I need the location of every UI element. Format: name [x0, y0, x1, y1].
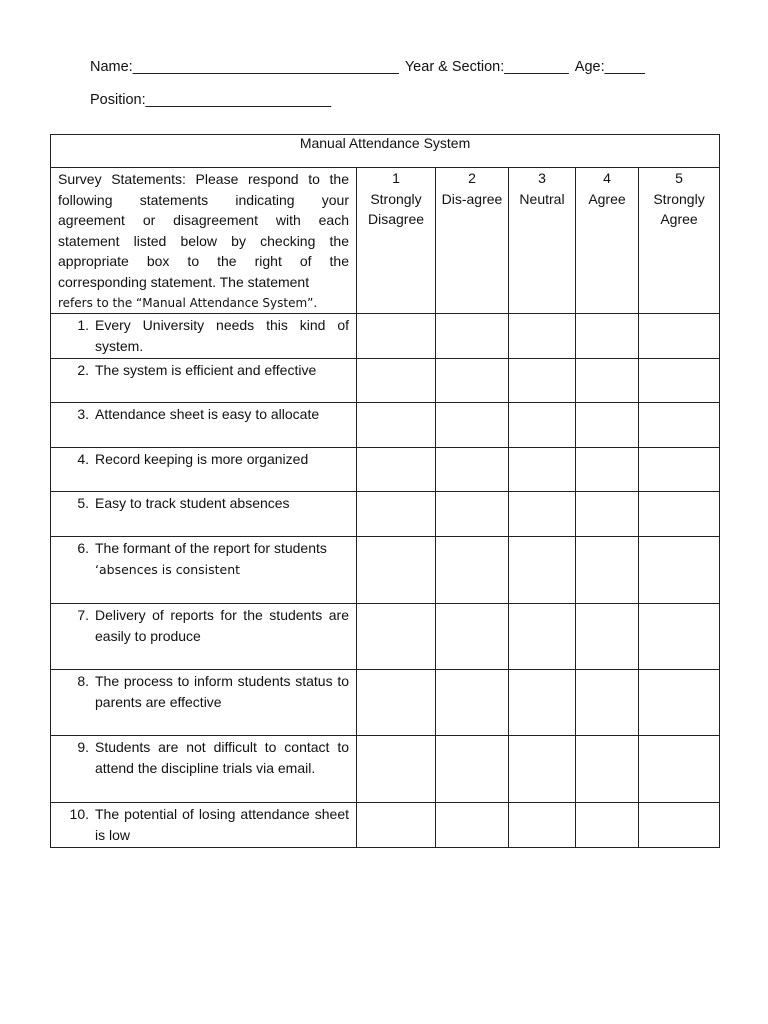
statement-row — [51, 358, 720, 402]
statement-text: Attendance sheet is easy to allocate — [95, 405, 320, 422]
statement-row — [51, 491, 720, 536]
statement-row — [51, 735, 720, 802]
position-line — [90, 92, 331, 108]
statement-row — [51, 402, 720, 447]
rating-checkbox-5[interactable] — [639, 447, 720, 491]
rating-checkbox-4[interactable] — [576, 402, 639, 447]
statement-cell — [51, 802, 357, 847]
instructions-last-line: refers to the “Manual Attendance System”. — [58, 295, 318, 310]
scale-number: 2 — [468, 170, 476, 186]
statement — [51, 736, 356, 779]
statement-cell — [51, 402, 357, 447]
survey-table — [50, 134, 720, 848]
statement-text: The process to inform students status to parents are effective — [95, 672, 349, 710]
statement-text-wrap — [95, 360, 349, 381]
statement-cell — [51, 491, 357, 536]
statement-text-continued: ‘absences is consistent — [95, 561, 241, 577]
rating-checkbox-4[interactable] — [576, 669, 639, 735]
statement-cell — [51, 536, 357, 603]
statement-number: 2. — [77, 361, 89, 378]
rating-checkbox-4[interactable] — [576, 358, 639, 402]
rating-checkbox-2[interactable] — [436, 669, 509, 735]
statement-cell — [51, 669, 357, 735]
statement — [51, 448, 356, 470]
statement-text-wrap — [95, 538, 349, 580]
survey-instructions — [51, 168, 356, 313]
survey-title: Manual Attendance System — [51, 135, 720, 168]
rating-checkbox-3[interactable] — [509, 447, 576, 491]
rating-checkbox-1[interactable] — [357, 536, 436, 603]
rating-checkbox-1[interactable] — [357, 491, 436, 536]
statement — [51, 492, 356, 514]
rating-checkbox-1[interactable] — [357, 603, 436, 669]
rating-checkbox-5[interactable] — [639, 358, 720, 402]
rating-checkbox-1[interactable] — [357, 447, 436, 491]
statement-text: Delivery of reports for the students are easily to produce — [95, 606, 349, 644]
statement-cell — [51, 358, 357, 402]
statement-number: 6. — [77, 539, 89, 556]
rating-checkbox-4[interactable] — [576, 603, 639, 669]
position-field[interactable]: _______________________ — [145, 92, 332, 108]
scale-label: Strongly Disagree — [367, 190, 425, 228]
statement — [51, 670, 356, 713]
rating-checkbox-2[interactable] — [436, 358, 509, 402]
scale-header-5 — [639, 168, 720, 314]
statement-text: Record keeping is more organized — [95, 450, 309, 467]
rating-checkbox-5[interactable] — [639, 735, 720, 802]
name-label: Name: — [90, 59, 133, 75]
rating-checkbox-2[interactable] — [436, 313, 509, 358]
statement-row — [51, 313, 720, 358]
rating-checkbox-2[interactable] — [436, 402, 509, 447]
rating-checkbox-1[interactable] — [357, 402, 436, 447]
statement-number: 5. — [77, 494, 89, 511]
scale-number: 3 — [538, 170, 546, 186]
statement-number: 10. — [69, 805, 89, 822]
rating-checkbox-4[interactable] — [576, 491, 639, 536]
statement-text-wrap — [95, 404, 349, 425]
rating-checkbox-4[interactable] — [576, 447, 639, 491]
rating-checkbox-5[interactable] — [639, 802, 720, 847]
rating-checkbox-2[interactable] — [436, 447, 509, 491]
scale-header-4 — [576, 168, 639, 314]
rating-checkbox-4[interactable] — [576, 313, 639, 358]
rating-checkbox-4[interactable] — [576, 735, 639, 802]
age-field[interactable]: _____ — [604, 59, 645, 75]
statement-text: Easy to track student absences — [95, 494, 290, 511]
statement-text-wrap — [95, 737, 349, 779]
rating-checkbox-1[interactable] — [357, 313, 436, 358]
rating-checkbox-3[interactable] — [509, 669, 576, 735]
statement-cell — [51, 313, 357, 358]
statement-row — [51, 603, 720, 669]
rating-checkbox-1[interactable] — [357, 669, 436, 735]
rating-checkbox-5[interactable] — [639, 603, 720, 669]
rating-checkbox-2[interactable] — [436, 536, 509, 603]
year-section-field[interactable]: ________ — [504, 59, 569, 75]
rating-checkbox-5[interactable] — [639, 536, 720, 603]
name-field[interactable]: _________________________________ — [132, 59, 399, 75]
statement — [51, 403, 356, 425]
statement-text-wrap — [95, 315, 349, 357]
statement-text: The system is efficient and effective — [95, 361, 317, 378]
scale-label: Agree — [588, 190, 626, 207]
statement — [51, 314, 356, 357]
rating-checkbox-3[interactable] — [509, 358, 576, 402]
statement — [51, 803, 356, 846]
rating-checkbox-1[interactable] — [357, 358, 436, 402]
rating-checkbox-5[interactable] — [639, 669, 720, 735]
name-year-age-line — [90, 59, 645, 75]
statement-number: 1. — [77, 316, 89, 333]
rating-checkbox-3[interactable] — [509, 536, 576, 603]
statement — [51, 604, 356, 647]
statement-number: 9. — [77, 738, 89, 755]
scale-label: Strongly Agree — [653, 190, 705, 228]
statement-row — [51, 536, 720, 603]
scale-header-2 — [436, 168, 509, 314]
position-label: Position: — [90, 92, 146, 108]
statement-text: Students are not difficult to contact to attend the discipline trials via email. — [95, 738, 349, 776]
statement-text: The formant of the report for students — [95, 539, 327, 556]
statement-cell — [51, 603, 357, 669]
statement-cell — [51, 735, 357, 802]
scale-label: Neutral — [519, 190, 565, 207]
scale-number: 1 — [392, 170, 400, 186]
rating-checkbox-1[interactable] — [357, 735, 436, 802]
age-label: Age: — [574, 59, 605, 75]
statement-cell — [51, 447, 357, 491]
scale-number: 5 — [675, 170, 683, 186]
rating-checkbox-2[interactable] — [436, 802, 509, 847]
statement-number: 7. — [77, 606, 89, 623]
rating-checkbox-3[interactable] — [509, 802, 576, 847]
statement-text-wrap — [95, 493, 349, 514]
rating-checkbox-4[interactable] — [576, 536, 639, 603]
instructions-cell — [51, 168, 357, 314]
statement-rows — [51, 313, 720, 847]
rating-checkbox-5[interactable] — [639, 313, 720, 358]
statement-text-wrap — [95, 605, 349, 647]
statement-row — [51, 669, 720, 735]
instructions-text: Survey Statements: Please respond to the following statements indicating your agreement or disagreement with each statement listed below by checking the appropriate box to the right of the corresponding statement. The statement — [58, 171, 349, 290]
rating-checkbox-4[interactable] — [576, 802, 639, 847]
statement-text-wrap — [95, 449, 349, 470]
rating-checkbox-5[interactable] — [639, 491, 720, 536]
scale-header-3 — [509, 168, 576, 314]
rating-checkbox-3[interactable] — [509, 313, 576, 358]
rating-checkbox-3[interactable] — [509, 603, 576, 669]
scale-label: Dis-agree — [441, 190, 503, 207]
rating-checkbox-2[interactable] — [436, 491, 509, 536]
rating-checkbox-3[interactable] — [509, 402, 576, 447]
rating-checkbox-2[interactable] — [436, 603, 509, 669]
rating-checkbox-5[interactable] — [639, 402, 720, 447]
statement-row — [51, 802, 720, 847]
scale-header-1 — [357, 168, 436, 314]
statement-text-wrap — [95, 804, 349, 846]
statement-row — [51, 447, 720, 491]
statement — [51, 359, 356, 381]
rating-checkbox-1[interactable] — [357, 802, 436, 847]
rating-checkbox-2[interactable] — [436, 735, 509, 802]
rating-checkbox-3[interactable] — [509, 491, 576, 536]
statement-text-wrap — [95, 671, 349, 713]
year-section-label: Year & Section: — [404, 59, 505, 75]
statement-number: 8. — [77, 672, 89, 689]
statement-number: 4. — [77, 450, 89, 467]
statement — [51, 537, 356, 580]
rating-checkbox-3[interactable] — [509, 735, 576, 802]
statement-text: The potential of losing attendance sheet is low — [95, 805, 349, 843]
statement-number: 3. — [77, 405, 89, 422]
statement-text: Every University needs this kind of system. — [95, 316, 349, 354]
scale-number: 4 — [603, 170, 611, 186]
